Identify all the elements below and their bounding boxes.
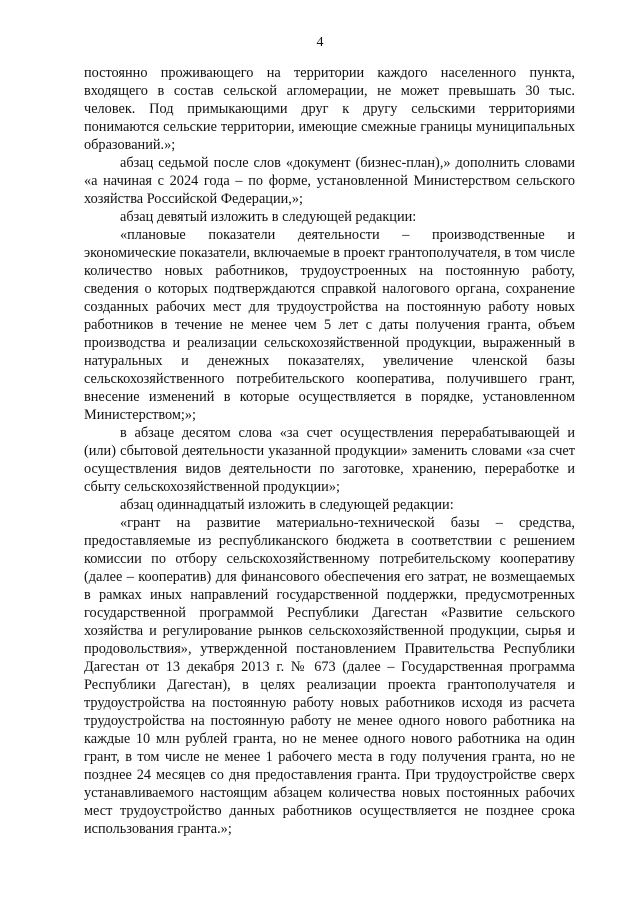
paragraph-amendment-11-intro: абзац одиннадцатый изложить в следующей редакции: — [120, 497, 454, 513]
paragraph-continuation: постоянно проживающего на территории каждого населенного пункта, входящего в состав сельской агломерации, не может превышать 30 тыс. человек. Под примыкающими друг к другу сельскими территориями понимаются сельские территории, имеющие смежные границы муниципальных образований.»; — [84, 65, 575, 153]
document-body — [84, 64, 575, 838]
paragraph-grant-definition: «грант на развитие материально-технической базы – средства, предоставляемые из республиканского бюджета в соответствии с решением комиссии по отбору сельскохозяйственному потребительскому кооперативу (далее – кооператив) для финансового обеспечения его затрат, не возмещаемых в рамках иных направлений государственной поддержки, предусмотренных государственной программой Республики Дагестан «Развитие сельского хозяйства и регулирование рынков сельскохозяйственной продукции, сырья и продовольствия», утвержденной постановлением Правительства Республики Дагестан от 13 декабря 2013 г. № 673 (далее – Государственная программа Республики Дагестан), в целях реализации проекта грантополучателя и трудоустройства на постоянную работу новых работников исходя из расчета трудоустройства на постоянную работу не менее одного нового работника на каждые 10 млн рублей гранта, но не менее одного нового работника на один грант, в том числе не менее 1 рабочего места в году получения гранта, но не позднее 24 месяцев со дня предоставления гранта. При трудоустройстве сверх устанавливаемого настоящим абзацем количества новых постоянных рабочих мест трудоустройство данных работников осуществляется не позднее срока использования гранта.»; — [84, 515, 575, 837]
paragraph-amendment-9-intro: абзац девятый изложить в следующей редакции: — [120, 209, 417, 225]
page-number: 4 — [316, 35, 324, 50]
paragraph-planned-indicators: «плановые показатели деятельности – производственные и экономические показатели, включаемые в проект грантополучателя, в том числе количество новых работников, трудоустроенных на постоянную работу, сведения о которых подтверждаются справкой налогового органа, сохранение созданных рабочих мест для трудоустройства на постоянную работу новых работников в течение не менее чем 5 лет с даты получения гранта, объем производства и реализации сельскохозяйственной продукции, выраженный в натуральных и денежных показателях, увеличение членской базы сельскохозяйственного потребительского кооператива, получившего грант, внесение изменений в которые осуществляется в порядке, установленном Министерством;»; — [84, 227, 575, 423]
paragraph-amendment-7: абзац седьмой после слов «документ (бизнес-план),» дополнить словами «а начиная с 2024 года – по форме, установленной Министерством сельского хозяйства Российской Федерации,»; — [84, 155, 575, 207]
paragraph-amendment-10: в абзаце десятом слова «за счет осуществления перерабатывающей и (или) сбытовой деятельности указанной продукции» заменить словами «за счет осуществления видов деятельности по заготовке, хранению, переработке и сбыту сельскохозяйственной продукции»; — [84, 425, 575, 495]
